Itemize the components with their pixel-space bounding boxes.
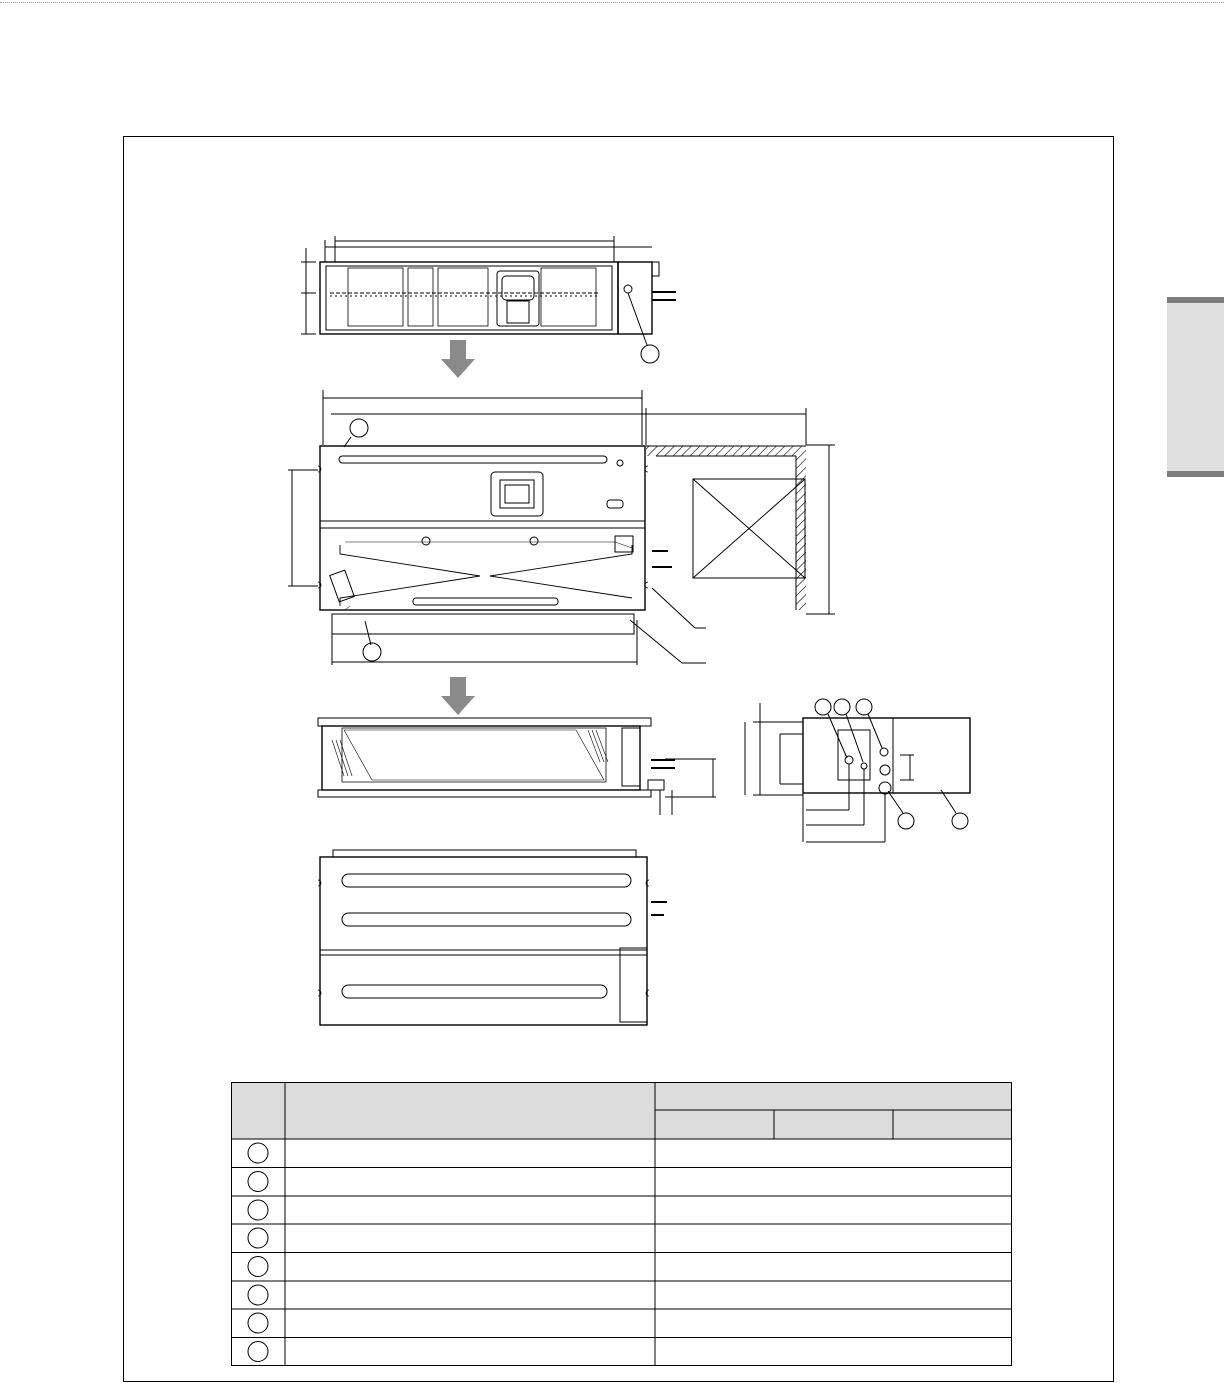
view-arrow-1 (441, 340, 475, 378)
row-number-circle (248, 1285, 268, 1305)
row-number-circle (248, 1172, 268, 1192)
front-view (288, 390, 835, 665)
view-arrow-2 (441, 677, 475, 715)
row-number-circle (248, 1257, 268, 1277)
spec-table (231, 1082, 1012, 1366)
row-number-circle (248, 1342, 268, 1362)
row-number-circle (248, 1228, 268, 1248)
row-number-circle (248, 1143, 268, 1163)
row-number-circle (248, 1200, 268, 1220)
service-area (646, 446, 806, 610)
top-view (301, 236, 676, 363)
section-view (318, 718, 716, 815)
side-view (745, 699, 970, 842)
row-number-circle (248, 1313, 268, 1333)
bottom-view (318, 850, 667, 1025)
